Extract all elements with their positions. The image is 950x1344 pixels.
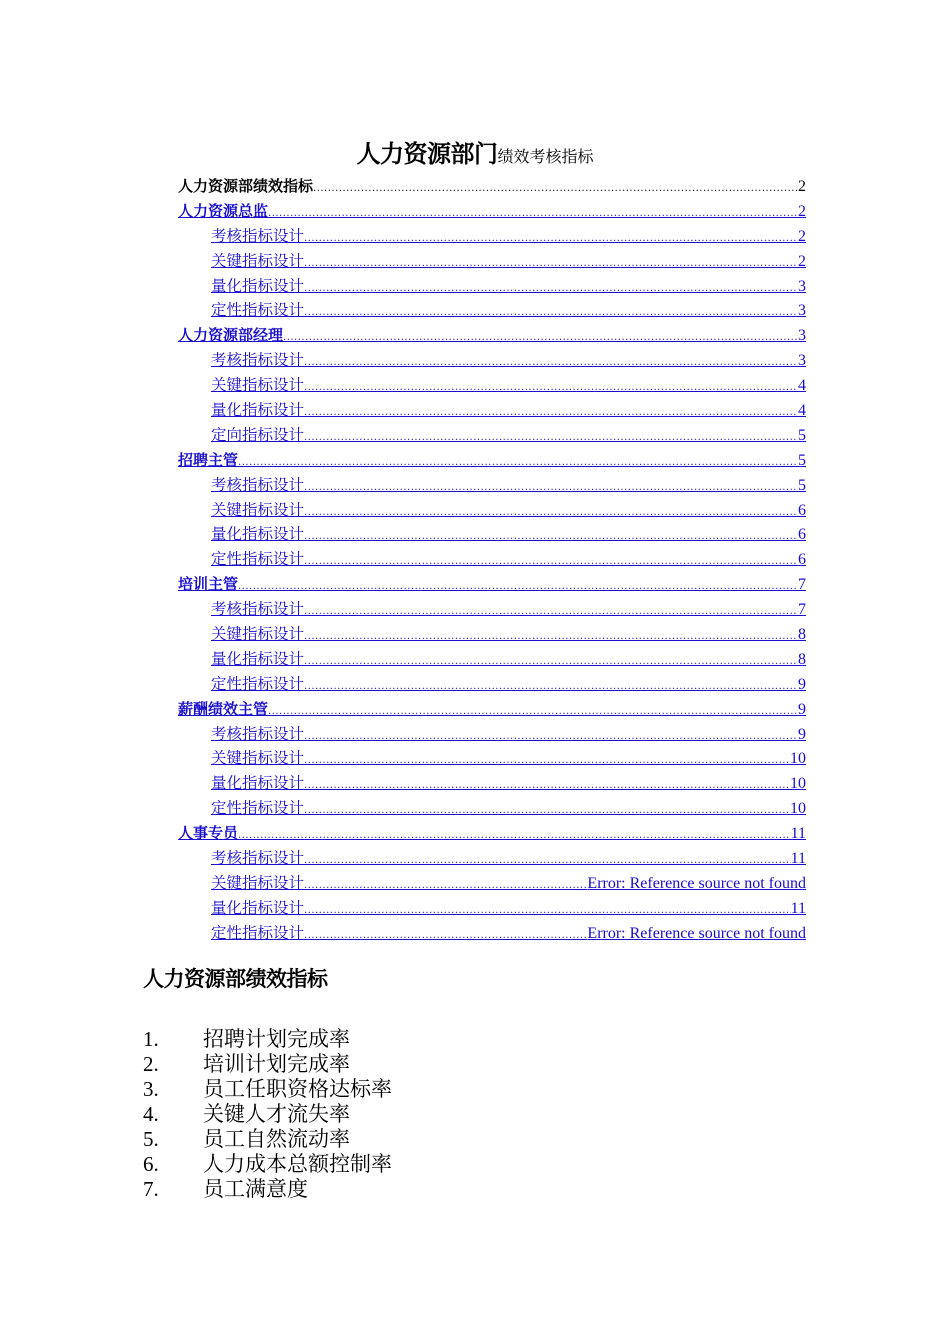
list-item-number: 7.: [143, 1177, 159, 1201]
toc-entry-title: 考核指标设计: [211, 351, 305, 370]
toc-entry-page: Error: Reference source not found: [587, 924, 806, 942]
toc-dot-leader: [304, 525, 798, 550]
toc-dot-leader: [304, 625, 798, 650]
indicator-list: [143, 1027, 392, 1202]
toc-entry[interactable]: [178, 796, 806, 821]
toc-dot-leader: [304, 252, 798, 277]
toc-entry[interactable]: [178, 448, 806, 473]
toc-entry-page: 3: [798, 352, 806, 370]
toc-entry-title: 考核指标设计: [211, 724, 305, 743]
toc-entry[interactable]: [178, 572, 806, 597]
toc-entry-page: 7: [798, 601, 806, 619]
list-item-number: 3.: [143, 1077, 159, 1101]
toc-entry-title: 量化指标设计: [211, 774, 305, 793]
toc-entry-page: 6: [798, 526, 806, 544]
toc-entry[interactable]: [178, 821, 806, 846]
toc-dot-leader: [304, 924, 587, 949]
list-item-text: 员工满意度: [203, 1177, 308, 1201]
toc-entry-title: 定性指标设计: [211, 923, 305, 942]
toc-entry-title: 定向指标设计: [211, 425, 305, 444]
toc-dot-leader: [268, 202, 798, 227]
toc-entry[interactable]: [178, 274, 806, 299]
list-item: [143, 1127, 392, 1152]
toc-dot-leader: [304, 774, 790, 799]
toc-entry[interactable]: [178, 398, 806, 423]
toc-entry-page: 3: [798, 302, 806, 320]
toc-entry-page: 5: [798, 476, 806, 494]
toc-entry[interactable]: [178, 722, 806, 747]
toc-entry-title: 关键指标设计: [211, 500, 305, 519]
list-item-number: 2.: [143, 1052, 159, 1076]
toc-entry-title: 薪酬绩效主管: [178, 699, 269, 718]
toc-entry-page: 5: [798, 451, 806, 469]
toc-entry-page: 3: [798, 327, 806, 345]
toc-entry[interactable]: [178, 746, 806, 771]
toc-entry[interactable]: [178, 896, 806, 921]
toc-dot-leader: [304, 376, 798, 401]
toc-entry-title: 人力资源总监: [178, 201, 269, 220]
toc-dot-leader: [304, 650, 798, 675]
toc-entry[interactable]: [178, 498, 806, 523]
toc-entry-page: 9: [798, 725, 806, 743]
list-item-number: 4.: [143, 1102, 159, 1126]
toc-dot-leader: [238, 824, 791, 849]
toc-dot-leader: [304, 874, 587, 899]
toc-entry[interactable]: [178, 647, 806, 672]
toc-entry-page: 10: [790, 800, 806, 818]
toc-entry-page: 8: [798, 650, 806, 668]
list-item-text: 关键人才流失率: [203, 1102, 350, 1126]
document-title-suffix: 绩效考核指标: [497, 147, 594, 166]
toc-dot-leader: [238, 451, 798, 476]
toc-entry-title: 量化指标设计: [211, 898, 305, 917]
toc-entry[interactable]: [178, 921, 806, 946]
toc-dot-leader: [304, 301, 798, 326]
toc-entry-title: 关键指标设计: [211, 873, 305, 892]
toc-dot-leader: [304, 849, 791, 874]
list-item-text: 员工任职资格达标率: [203, 1077, 392, 1101]
toc-entry-page: 9: [798, 700, 806, 718]
toc-entry-page: 10: [790, 775, 806, 793]
toc-entry-page: 4: [798, 402, 806, 420]
toc-entry-page: 9: [798, 675, 806, 693]
list-item-text: 人力成本总额控制率: [203, 1152, 392, 1176]
toc-dot-leader: [304, 351, 798, 376]
toc-entry[interactable]: [178, 348, 806, 373]
toc-entry[interactable]: [178, 697, 806, 722]
toc-entry-title: 定性指标设计: [211, 301, 305, 320]
toc-entry-title: 量化指标设计: [211, 649, 305, 668]
toc-entry-page: 2: [798, 252, 806, 270]
toc-entry[interactable]: [178, 298, 806, 323]
toc-entry[interactable]: [178, 224, 806, 249]
toc-entry-title: 考核指标设计: [211, 600, 305, 619]
toc-entry-title: 关键指标设计: [211, 376, 305, 395]
toc-entry-page: 5: [798, 426, 806, 444]
list-item-number: 1.: [143, 1027, 159, 1051]
toc-entry-title: 人事专员: [178, 824, 239, 843]
toc-entry-page: 2: [798, 202, 806, 220]
list-item: [143, 1102, 392, 1127]
toc-dot-leader: [304, 799, 790, 824]
toc-entry-page: 6: [798, 501, 806, 519]
toc-entry-page: 7: [798, 576, 806, 594]
toc-dot-leader: [304, 426, 798, 451]
toc-entry-page: 2: [798, 227, 806, 245]
toc-entry-page: 11: [790, 825, 806, 843]
toc-entry-title: 关键指标设计: [211, 625, 305, 644]
toc-entry-title: 量化指标设计: [211, 401, 305, 420]
toc-entry: [178, 174, 806, 199]
toc-entry[interactable]: [178, 622, 806, 647]
toc-entry-title: 量化指标设计: [211, 276, 305, 295]
toc-dot-leader: [304, 227, 798, 252]
toc-entry-title: 招聘主管: [178, 450, 239, 469]
toc-entry[interactable]: [178, 373, 806, 398]
toc-dot-leader: [313, 177, 798, 202]
toc-entry[interactable]: [178, 473, 806, 498]
toc-dot-leader: [304, 675, 798, 700]
toc-entry-title: 人力资源部经理: [178, 326, 284, 345]
list-item: [143, 1177, 392, 1202]
toc-entry[interactable]: [178, 846, 806, 871]
toc-entry-page: 10: [790, 750, 806, 768]
toc-entry[interactable]: [178, 323, 806, 348]
list-item: [143, 1027, 392, 1052]
document-title: [0, 134, 950, 169]
list-item-text: 员工自然流动率: [203, 1127, 350, 1151]
toc-entry[interactable]: [178, 597, 806, 622]
toc-entry[interactable]: [178, 522, 806, 547]
table-of-contents: [178, 174, 806, 946]
toc-entry-title: 考核指标设计: [211, 475, 305, 494]
toc-entry-page: 6: [798, 551, 806, 569]
document-title-main: 人力资源部门: [356, 140, 498, 168]
toc-entry-page: 3: [798, 277, 806, 295]
toc-dot-leader: [304, 277, 798, 302]
list-item: [143, 1152, 392, 1177]
toc-dot-leader: [304, 550, 798, 575]
toc-entry[interactable]: [178, 771, 806, 796]
toc-entry-title: 考核指标设计: [211, 849, 305, 868]
list-item-text: 培训计划完成率: [203, 1052, 350, 1076]
toc-entry-title: 关键指标设计: [211, 251, 305, 270]
list-item-text: 招聘计划完成率: [203, 1027, 350, 1051]
toc-dot-leader: [304, 899, 791, 924]
toc-entry-page: 4: [798, 377, 806, 395]
toc-dot-leader: [268, 700, 798, 725]
toc-entry[interactable]: [178, 547, 806, 572]
list-item: [143, 1052, 392, 1077]
toc-entry-page: 11: [790, 850, 806, 868]
section-heading: 人力资源部绩效指标: [143, 967, 328, 991]
toc-entry-title: 培训主管: [178, 575, 239, 594]
toc-entry-page: 2: [798, 178, 806, 195]
toc-entry-page: Error: Reference source not found: [587, 874, 806, 892]
toc-entry-title: 定性指标设计: [211, 799, 305, 818]
list-item-number: 6.: [143, 1152, 159, 1176]
toc-entry-page: 11: [790, 899, 806, 917]
toc-entry-title: 定性指标设计: [211, 674, 305, 693]
toc-entry[interactable]: [178, 423, 806, 448]
toc-entry-title: 人力资源部绩效指标: [178, 177, 314, 195]
toc-dot-leader: [238, 575, 798, 600]
toc-entry[interactable]: [178, 249, 806, 274]
list-item-number: 5.: [143, 1127, 159, 1151]
toc-dot-leader: [304, 600, 798, 625]
list-item: [143, 1077, 392, 1102]
toc-dot-leader: [283, 326, 798, 351]
toc-entry[interactable]: [178, 199, 806, 224]
toc-dot-leader: [304, 476, 798, 501]
toc-entry-title: 定性指标设计: [211, 550, 305, 569]
toc-entry-page: 8: [798, 626, 806, 644]
toc-entry-title: 考核指标设计: [211, 226, 305, 245]
toc-dot-leader: [304, 401, 798, 426]
toc-dot-leader: [304, 501, 798, 526]
toc-entry-title: 量化指标设计: [211, 525, 305, 544]
toc-entry[interactable]: [178, 672, 806, 697]
toc-entry[interactable]: [178, 871, 806, 896]
toc-entry-title: 关键指标设计: [211, 749, 305, 768]
toc-dot-leader: [304, 725, 798, 750]
toc-dot-leader: [304, 749, 790, 774]
